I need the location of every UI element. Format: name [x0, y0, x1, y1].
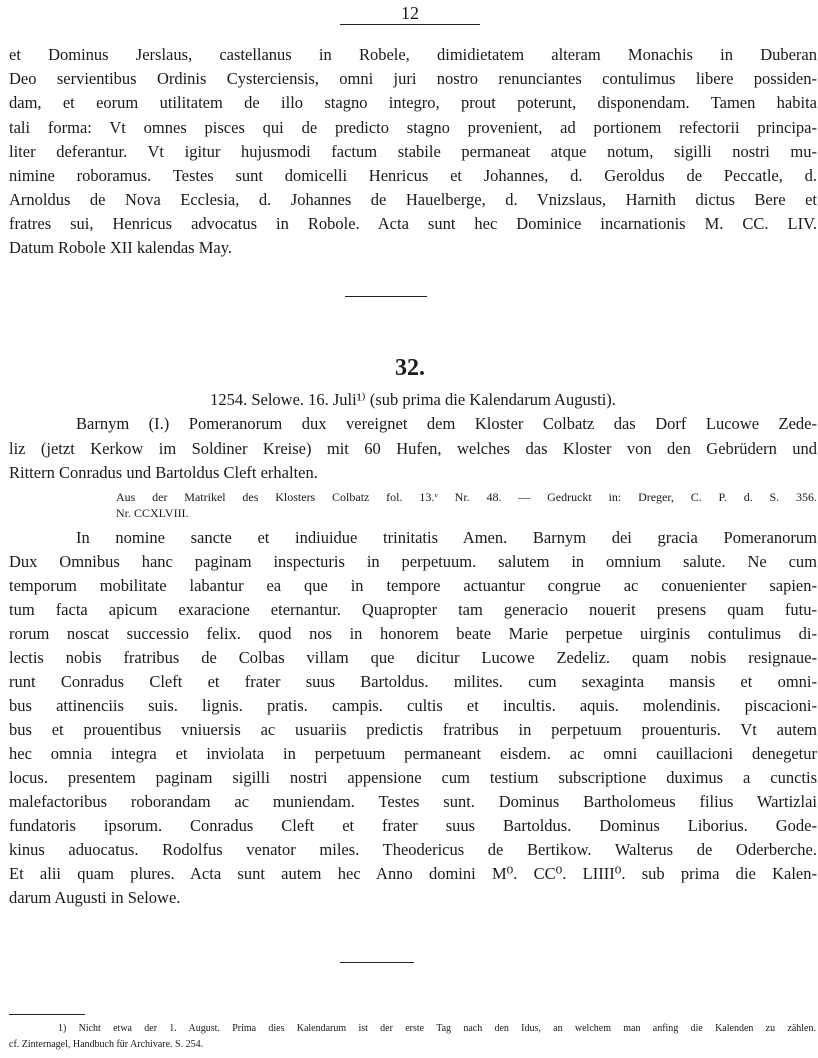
- text-line: dam, et eorum utilitatem de illo stagno integro, prout poterunt, disponendam. Tamen habita: [9, 93, 817, 112]
- text-line: bus attinenciis suis. lignis. pratis. campis. cultis et incultis. aquis. molendinis. piscacioni-: [9, 696, 817, 715]
- regest-line: Rittern Conradus und Bartoldus Cleft erhalten.: [9, 463, 318, 482]
- footnote-line: cf. Zinternagel, Handbuch für Archivare. S. 254.: [9, 1039, 204, 1050]
- text-line: bus et prouentibus vniuersis ac usuariis predictis fratribus in perpetuum prouenturis. Vt autem: [9, 720, 817, 739]
- regest-line: Barnym (I.) Pomeranorum dux vereignet dem Kloster Colbatz das Dorf Lucowe Zede-: [76, 414, 817, 433]
- text-line: nimine roboramus. Testes sunt domicelli Henricus et Johannes, d. Geroldus de Peccatle, d.: [9, 166, 817, 185]
- document-date-line: 1254. Selowe. 16. Juli¹⁾ (sub prima die Kalendarum Augusti).: [210, 390, 616, 409]
- text-line: darum Augusti in Selowe.: [9, 888, 181, 907]
- text-line: malefactoribus roborandam ac muniendam. Testes sunt. Dominus Bartholomeus filius Wartizlai: [9, 792, 817, 811]
- text-line: locus. presentem paginam sigilli nostri appensione cum testium subscriptione duximus a cunctis: [9, 768, 817, 787]
- document-number: 32.: [395, 355, 425, 381]
- text-line: fundatoris ipsorum. Conradus Cleft et frater suus Bartoldus. Dominus Liborius. Gode-: [9, 816, 817, 835]
- text-line: liter deferantur. Vt igitur hujusmodi factum stabile permaneat atque notum, sigilli nostri mu-: [9, 142, 817, 161]
- text-line: Datum Robole XII kalendas May.: [9, 238, 232, 257]
- section-divider: [340, 962, 414, 963]
- text-line: Et alii quam plures. Acta sunt autem hec Anno domini M⁰. CC⁰. LIIII⁰. sub prima die Kalen-: [9, 864, 817, 883]
- text-line: Dux Omnibus hanc paginam inspecturis in perpetuum. salutem in omnium salute. Ne cum: [9, 552, 817, 571]
- text-line: fratres sui, Henricus advocatus in Robole. Acta sunt hec Dominice incarnationis M. CC. LIV.: [9, 214, 817, 233]
- text-line: tali forma: Vt omnes pisces qui de predicto stagno provenient, ad portionem refectorii principa-: [9, 118, 817, 137]
- text-line: kinus aduocatus. Rodolfus venator miles. Theodericus de Bertikow. Walterus de Oderberche.: [9, 840, 817, 859]
- footnote-rule: [9, 1014, 85, 1015]
- footnote-line: 1) Nicht etwa der 1. August. Prima dies Kalendarum ist der erste Tag nach den Idus, an welchem man anfing die Kalenden zu zählen.: [58, 1023, 816, 1034]
- header-rule: [340, 24, 480, 25]
- text-line: In nomine sancte et indiuidue trinitatis Amen. Barnym dei gracia Pomeranorum: [76, 528, 817, 547]
- source-line: Nr. CCXLVIII.: [116, 506, 189, 520]
- section-divider: [345, 296, 427, 297]
- text-line: Arnoldus de Nova Ecclesia, d. Johannes de Hauelberge, d. Vnizslaus, Harnith dictus Bere et: [9, 190, 817, 209]
- text-line: runt Conradus Cleft et frater suus Bartoldus. milites. cum sexaginta mansis et omni-: [9, 672, 817, 691]
- text-line: et Dominus Jerslaus, castellanus in Robele, dimidietatem alteram Monachis in Duberan: [9, 45, 817, 64]
- text-line: hec omnia integra et inviolata in perpetuum permaneant eisdem. ac omni cauillacioni denegetur: [9, 744, 817, 763]
- text-line: rorum noscat successio felix. quod nos in honorem beate Marie perpetue uirginis contulimus di-: [9, 624, 817, 643]
- page-number: 12: [401, 3, 419, 23]
- text-line: lectis nobis fratribus de Colbas villam que dicitur Lucowe Zedeliz. quam nobis resignaue-: [9, 648, 817, 667]
- text-line: temporum mobilitate labantur ea que in tempore actuantur congrue ac conuenienter sapien-: [9, 576, 817, 595]
- regest-line: liz (jetzt Kerkow im Soldiner Kreise) mit 60 Hufen, welches das Kloster von den Gebrüdern und: [9, 439, 817, 458]
- text-line: tum facta apicum exaracione eternantur. Quapropter tam generacio nouerit presens quam futu-: [9, 600, 817, 619]
- text-line: Deo servientibus Ordinis Cysterciensis, omni juri nostro renunciantes contulimus libere possiden-: [9, 69, 817, 88]
- source-line: Aus der Matrikel des Klosters Colbatz fol. 13.ᵛ Nr. 48. — Gedruckt in: Dreger, C. P. d. S. 356.: [116, 490, 817, 504]
